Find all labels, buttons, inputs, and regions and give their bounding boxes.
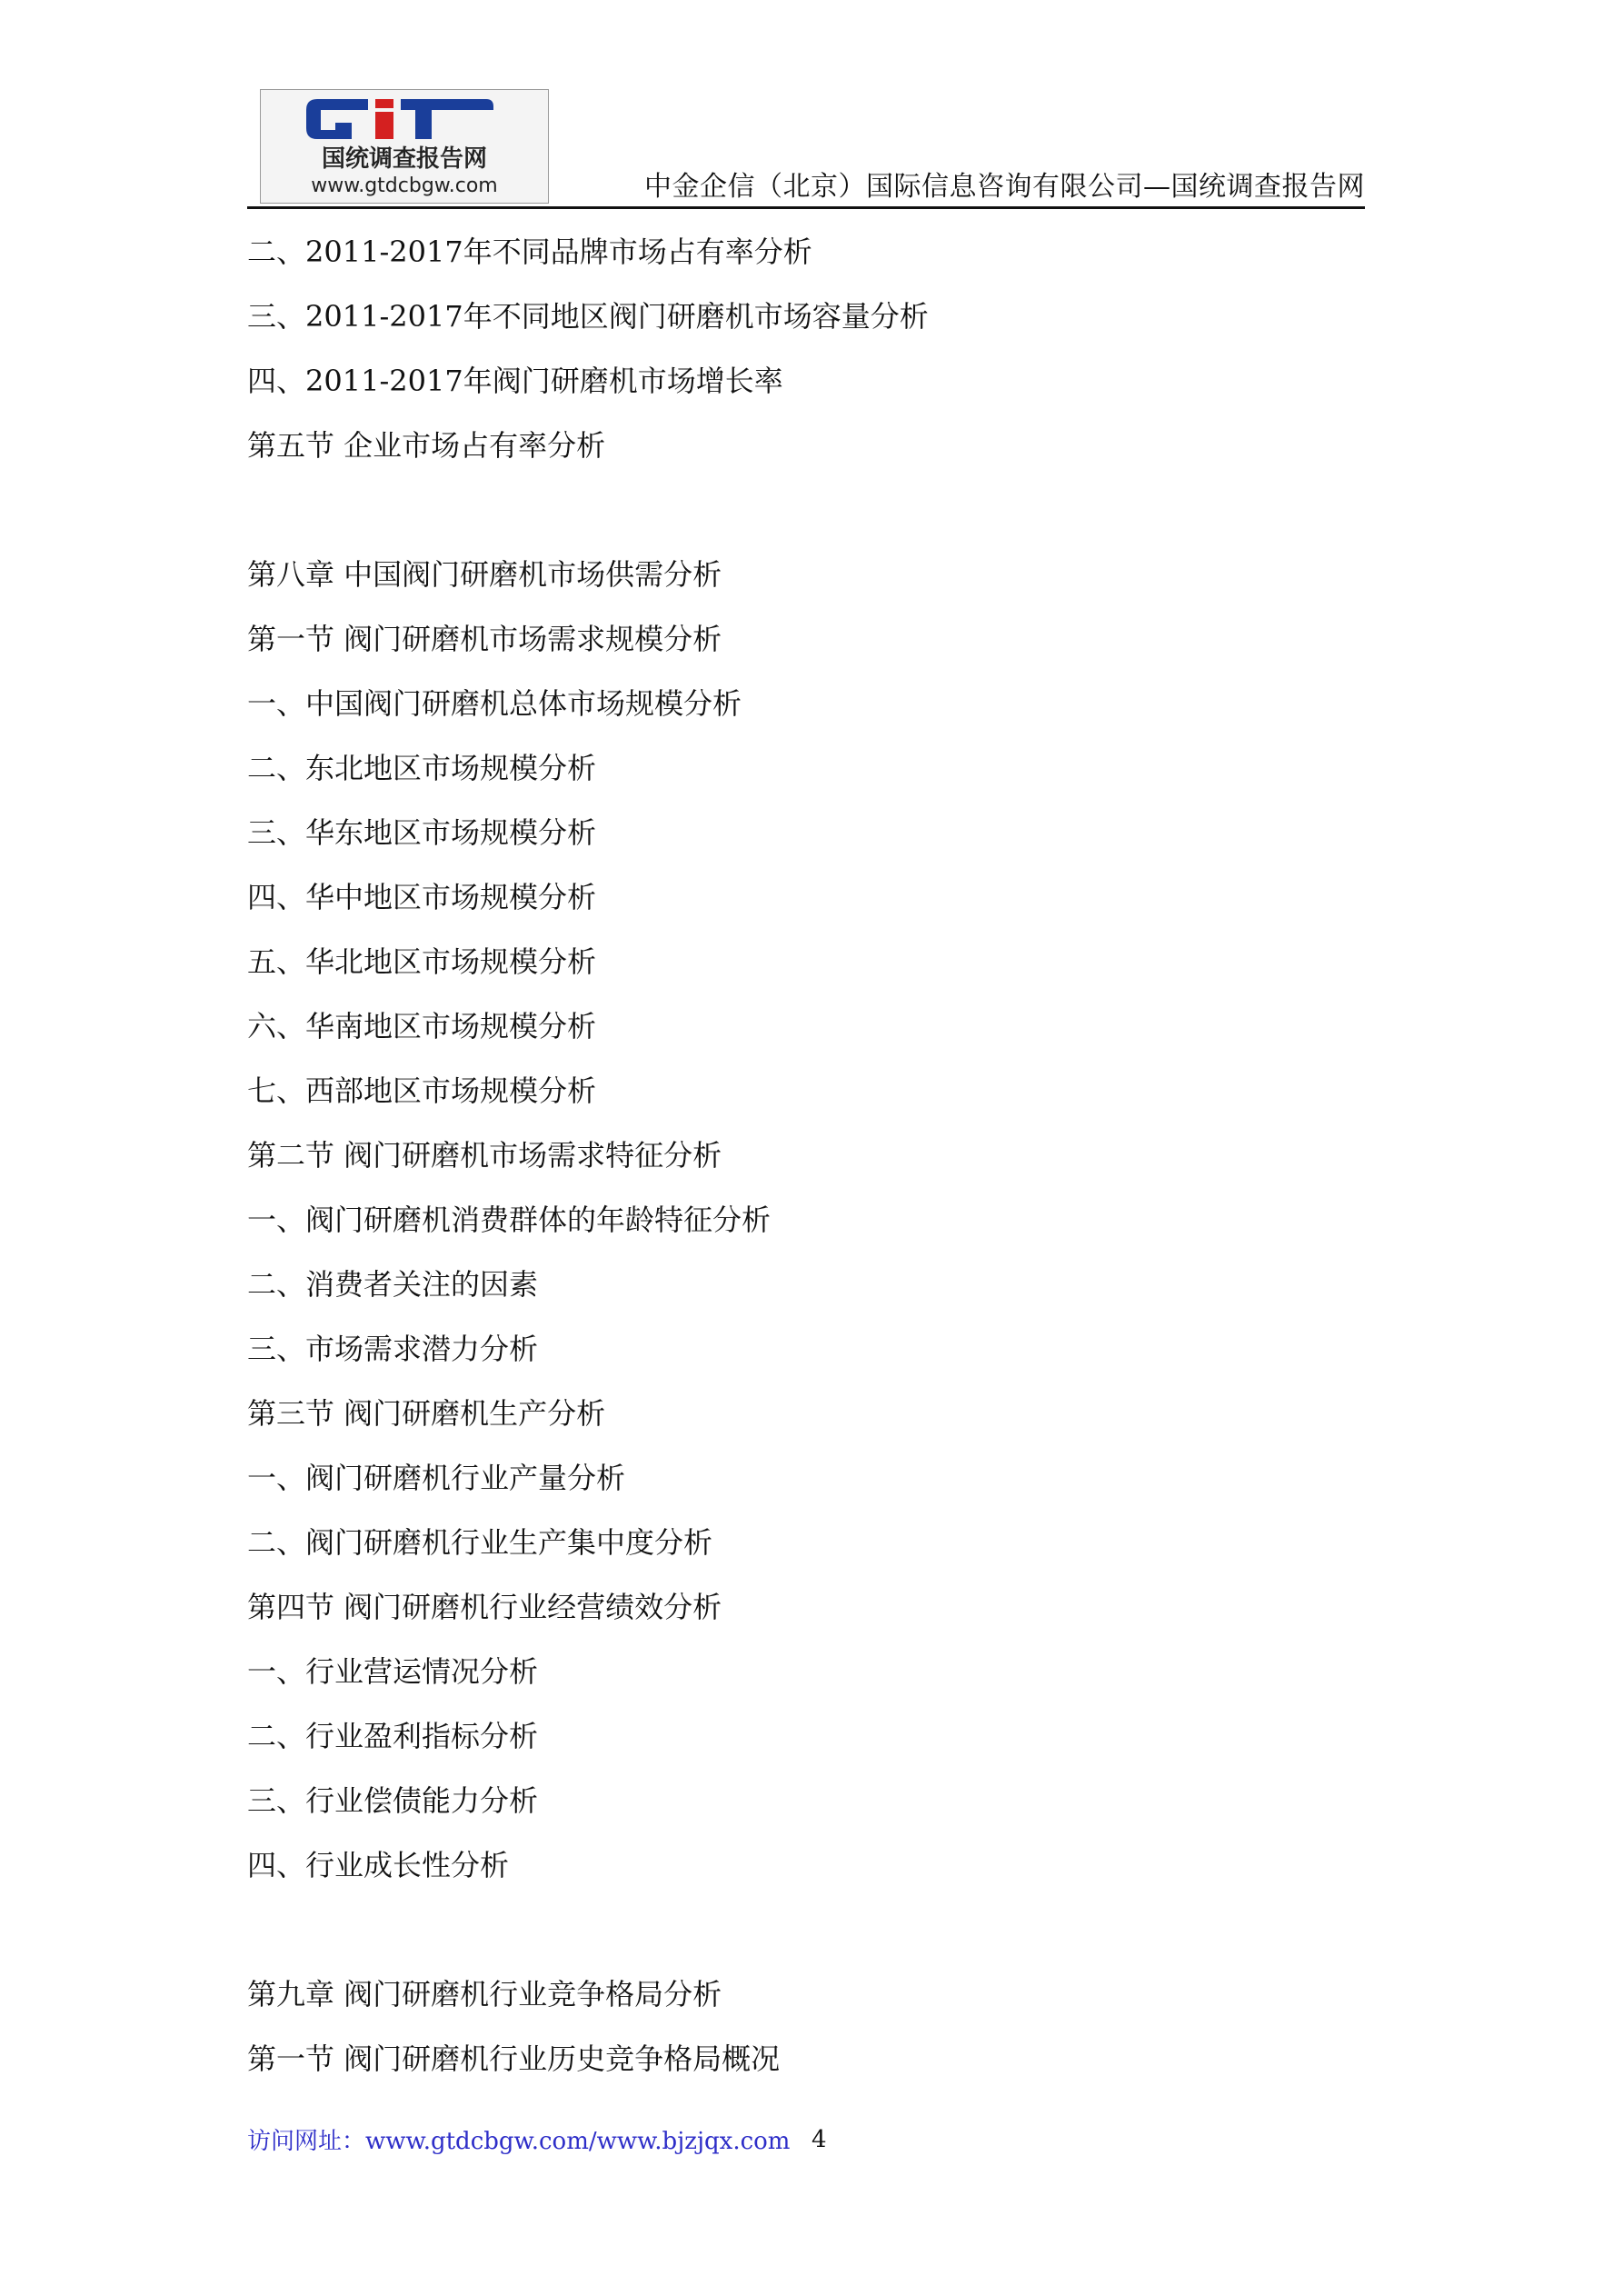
company-logo	[260, 89, 549, 204]
toc-item: 一、阀门研磨机消费群体的年龄特征分析	[247, 1203, 772, 1237]
toc-item: 三、市场需求潜力分析	[247, 1332, 539, 1366]
toc-item: 四、2011-2017年阀门研磨机市场增长率	[247, 364, 783, 398]
header-company-name: 中金企信（北京）国际信息咨询有限公司—国统调查报告网	[644, 171, 1365, 203]
toc-item: 二、行业盈利指标分析	[247, 1719, 539, 1753]
toc-item: 七、西部地区市场规模分析	[247, 1073, 597, 1108]
page-number: 4	[812, 2126, 827, 2153]
toc-item: 一、行业营运情况分析	[247, 1654, 539, 1689]
toc-item: 二、消费者关注的因素	[247, 1267, 539, 1302]
toc-item: 四、行业成长性分析	[247, 1848, 510, 1882]
toc-item: 六、华南地区市场规模分析	[247, 1009, 597, 1043]
logo-graphic	[261, 90, 548, 203]
toc-spacer	[247, 478, 1374, 543]
toc-item: 三、华东地区市场规模分析	[247, 815, 597, 850]
toc-chapter: 第八章 中国阀门研磨机市场供需分析	[247, 557, 722, 592]
logo-url: www.gtdcbgw.com	[311, 175, 498, 197]
toc-item: 二、东北地区市场规模分析	[247, 751, 597, 785]
toc-item: 三、行业偿债能力分析	[247, 1783, 539, 1818]
toc-section: 第一节 阀门研磨机市场需求规模分析	[247, 622, 722, 656]
toc-item: 二、阀门研磨机行业生产集中度分析	[247, 1525, 713, 1560]
toc-item: 一、中国阀门研磨机总体市场规模分析	[247, 686, 742, 721]
toc-section: 第一节 阀门研磨机行业历史竞争格局概况	[247, 2041, 781, 2076]
toc-item: 二、2011-2017年不同品牌市场占有率分析	[247, 235, 812, 269]
toc-item: 一、阀门研磨机行业产量分析	[247, 1461, 626, 1495]
table-of-contents	[247, 220, 1374, 2091]
toc-spacer	[247, 1898, 1374, 1962]
logo-name: 国统调查报告网	[321, 145, 488, 173]
page-footer	[247, 2123, 790, 2160]
footer-url-link[interactable]: www.gtdcbgw.com/www.bjzjqx.com	[365, 2128, 791, 2155]
toc-section: 第四节 阀门研磨机行业经营绩效分析	[247, 1590, 722, 1624]
toc-item: 四、华中地区市场规模分析	[247, 880, 597, 914]
toc-chapter: 第九章 阀门研磨机行业竞争格局分析	[247, 1977, 722, 2011]
toc-section: 第五节 企业市场占有率分析	[247, 428, 606, 463]
header-rule	[247, 206, 1365, 209]
toc-section: 第二节 阀门研磨机市场需求特征分析	[247, 1138, 722, 1173]
toc-item: 五、华北地区市场规模分析	[247, 944, 597, 979]
page-header	[247, 87, 1365, 209]
toc-section: 第三节 阀门研磨机生产分析	[247, 1396, 606, 1431]
footer-label: 访问网址：	[247, 2128, 366, 2155]
toc-item: 三、2011-2017年不同地区阀门研磨机市场容量分析	[247, 299, 929, 334]
